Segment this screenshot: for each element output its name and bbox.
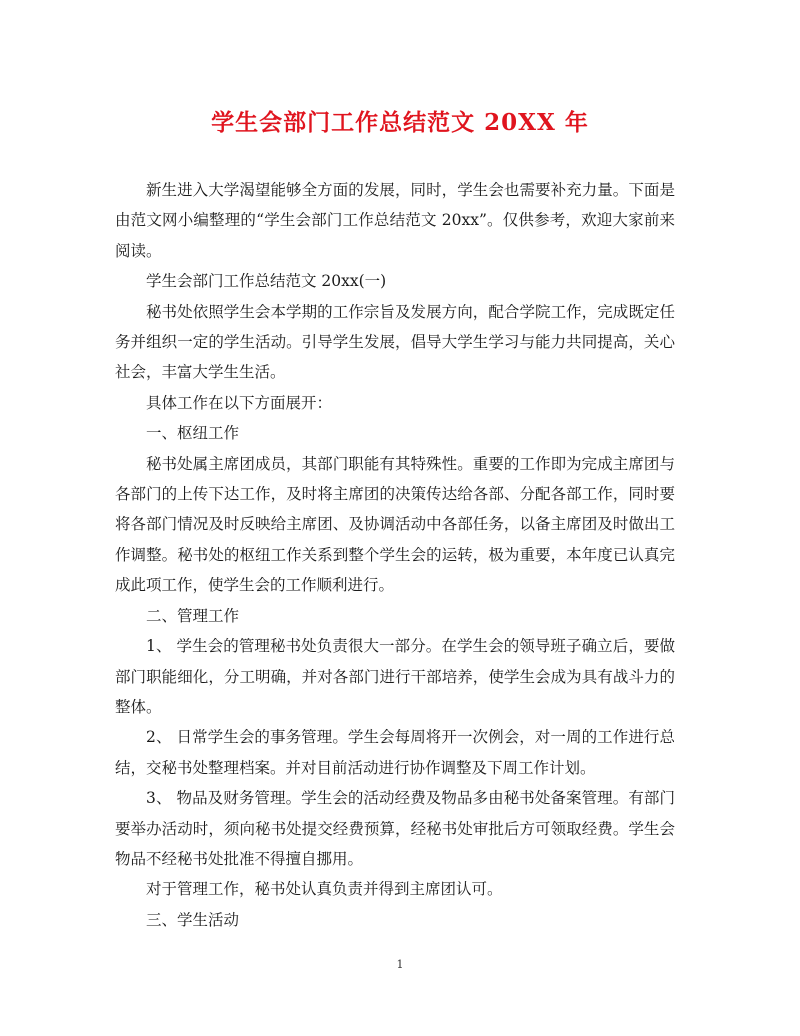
heading-hub-work: 一、枢纽工作 xyxy=(146,424,240,443)
heading-student-activities: 三、学生活动 xyxy=(146,910,240,929)
management-item-2: 2、 日常学生会的事务管理。学生会每周将开一次例会，对一周的工作进行总结，交秘书处整理档案。并对目前活动进行协作调整及下周工作计划。 xyxy=(115,728,675,777)
management-item-3: 3、 物品及财务管理。学生会的活动经费及物品多由秘书处备案管理。有部门要举办活动时，须向秘书处提交经费预算，经秘书处审批后方可领取经费。学生会物品不经秘书处批准不得擅自挪用。 xyxy=(115,789,675,868)
page-number: 1 xyxy=(396,958,404,971)
document-body xyxy=(115,175,675,935)
document-title: 学生会部门工作总结范文 20XX 年 xyxy=(211,109,589,136)
intro-paragraph: 新生进入大学渴望能够全方面的发展，同时，学生会也需要补充力量。下面是由范文网小编整理的“学生会部门工作总结范文 20xx”。仅供参考，欢迎大家前来阅读。 xyxy=(115,181,675,260)
heading-management-work: 二、管理工作 xyxy=(146,606,240,625)
section-heading-part-one: 学生会部门工作总结范文 20xx(一) xyxy=(146,272,387,291)
work-scope-paragraph: 具体工作在以下方面展开： xyxy=(146,393,333,412)
hub-work-paragraph: 秘书处属主席团成员，其部门职能有其特殊性。重要的工作即为完成主席团与各部门的上传下达工作，及时将主席团的决策传达给各部、分配各部工作，同时要将各部门情况及时反映给主席团、及协调活动中各部任务，以备主席团及时做出工作调整。秘书处的枢纽工作关系到整个学生会的运转，极为重要，本年度已认真完成此项工作，使学生会的工作顺利进行。 xyxy=(115,454,675,595)
management-item-1: 1、 学生会的管理秘书处负责很大一部分。在学生会的领导班子确立后，要做部门职能细化，分工明确，并对各部门进行干部培养，使学生会成为具有战斗力的整体。 xyxy=(115,637,675,716)
management-summary-paragraph: 对于管理工作，秘书处认真负责并得到主席团认可。 xyxy=(146,880,503,899)
secretariat-overview-paragraph: 秘书处依照学生会本学期的工作宗旨及发展方向，配合学院工作，完成既定任务并组织一定的学生活动。引导学生发展，倡导大学生学习与能力共同提高，关心社会，丰富大学生生活。 xyxy=(115,302,675,382)
